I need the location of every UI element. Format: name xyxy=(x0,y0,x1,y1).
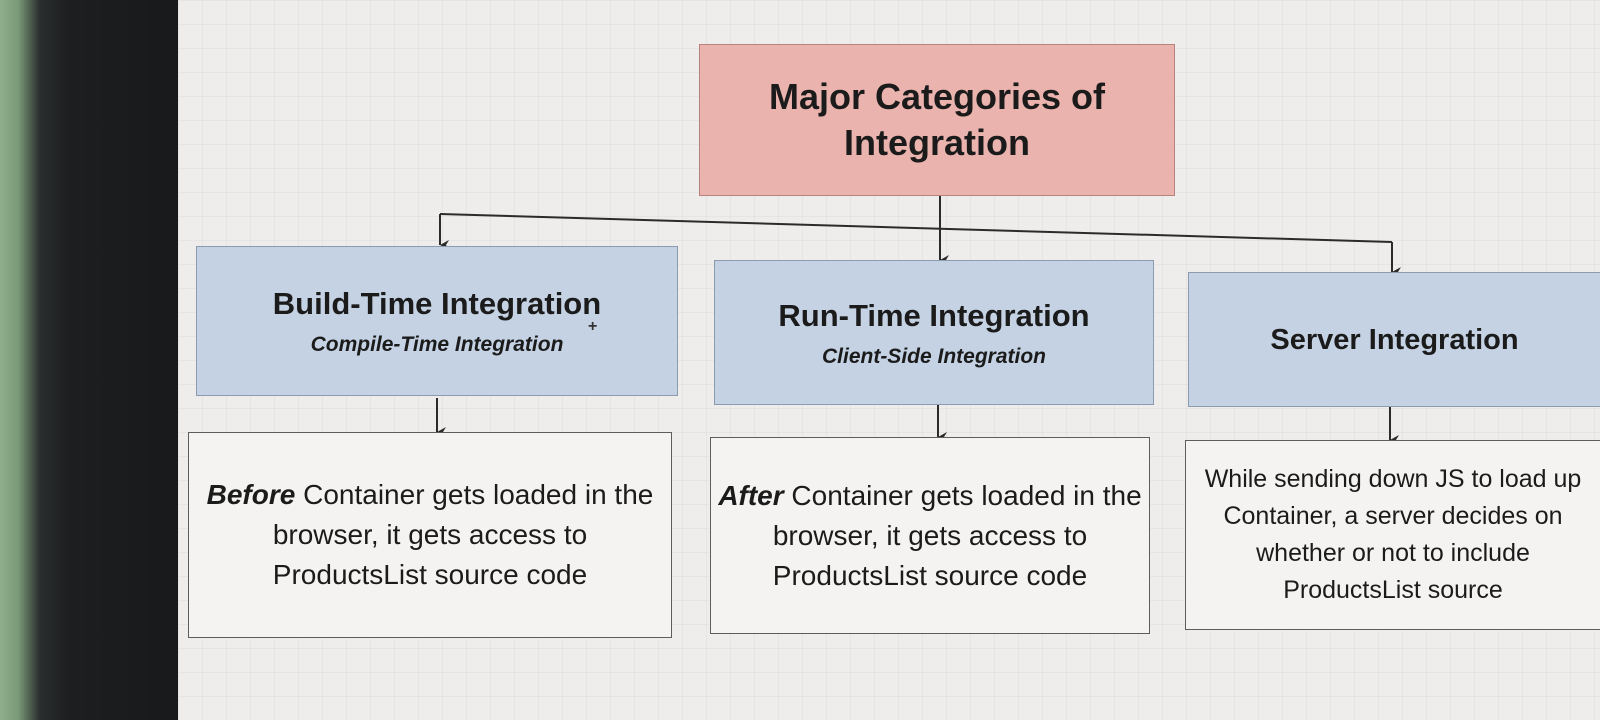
description-build-time-text xyxy=(189,475,671,595)
description-run-time-emphasis: After xyxy=(718,479,784,511)
description-server-text: While sending down JS to load up Container, a server decides on whether or not to include ProductsList source xyxy=(1204,465,1582,604)
category-run-time-subtitle: Client-Side Integration xyxy=(821,344,1046,368)
cursor-plus-icon: + xyxy=(588,318,598,335)
root-node xyxy=(699,44,1175,196)
category-build-time-subtitle: Compile-Time Integration xyxy=(310,333,564,356)
description-run-time xyxy=(710,437,1150,634)
category-server xyxy=(1188,272,1600,407)
description-run-time-body: Container gets loaded in the browser, it gets access to ProductsList source code xyxy=(772,479,1142,591)
description-build-time-body: Container gets loaded in the browser, it gets access to ProductsList source code xyxy=(272,479,654,590)
root-title: Major Categories of Integration xyxy=(768,76,1106,163)
category-build-time xyxy=(196,246,678,396)
description-server xyxy=(1185,440,1600,630)
monitor-bezel xyxy=(0,0,190,720)
description-run-time-text xyxy=(711,476,1149,596)
description-build-time-emphasis: Before xyxy=(206,479,296,510)
description-build-time xyxy=(188,432,672,638)
category-run-time xyxy=(714,260,1154,405)
category-server-title: Server Integration xyxy=(1270,323,1519,356)
category-build-time-title: Build-Time Integration xyxy=(272,286,602,321)
category-run-time-title: Run-Time Integration xyxy=(778,297,1090,333)
